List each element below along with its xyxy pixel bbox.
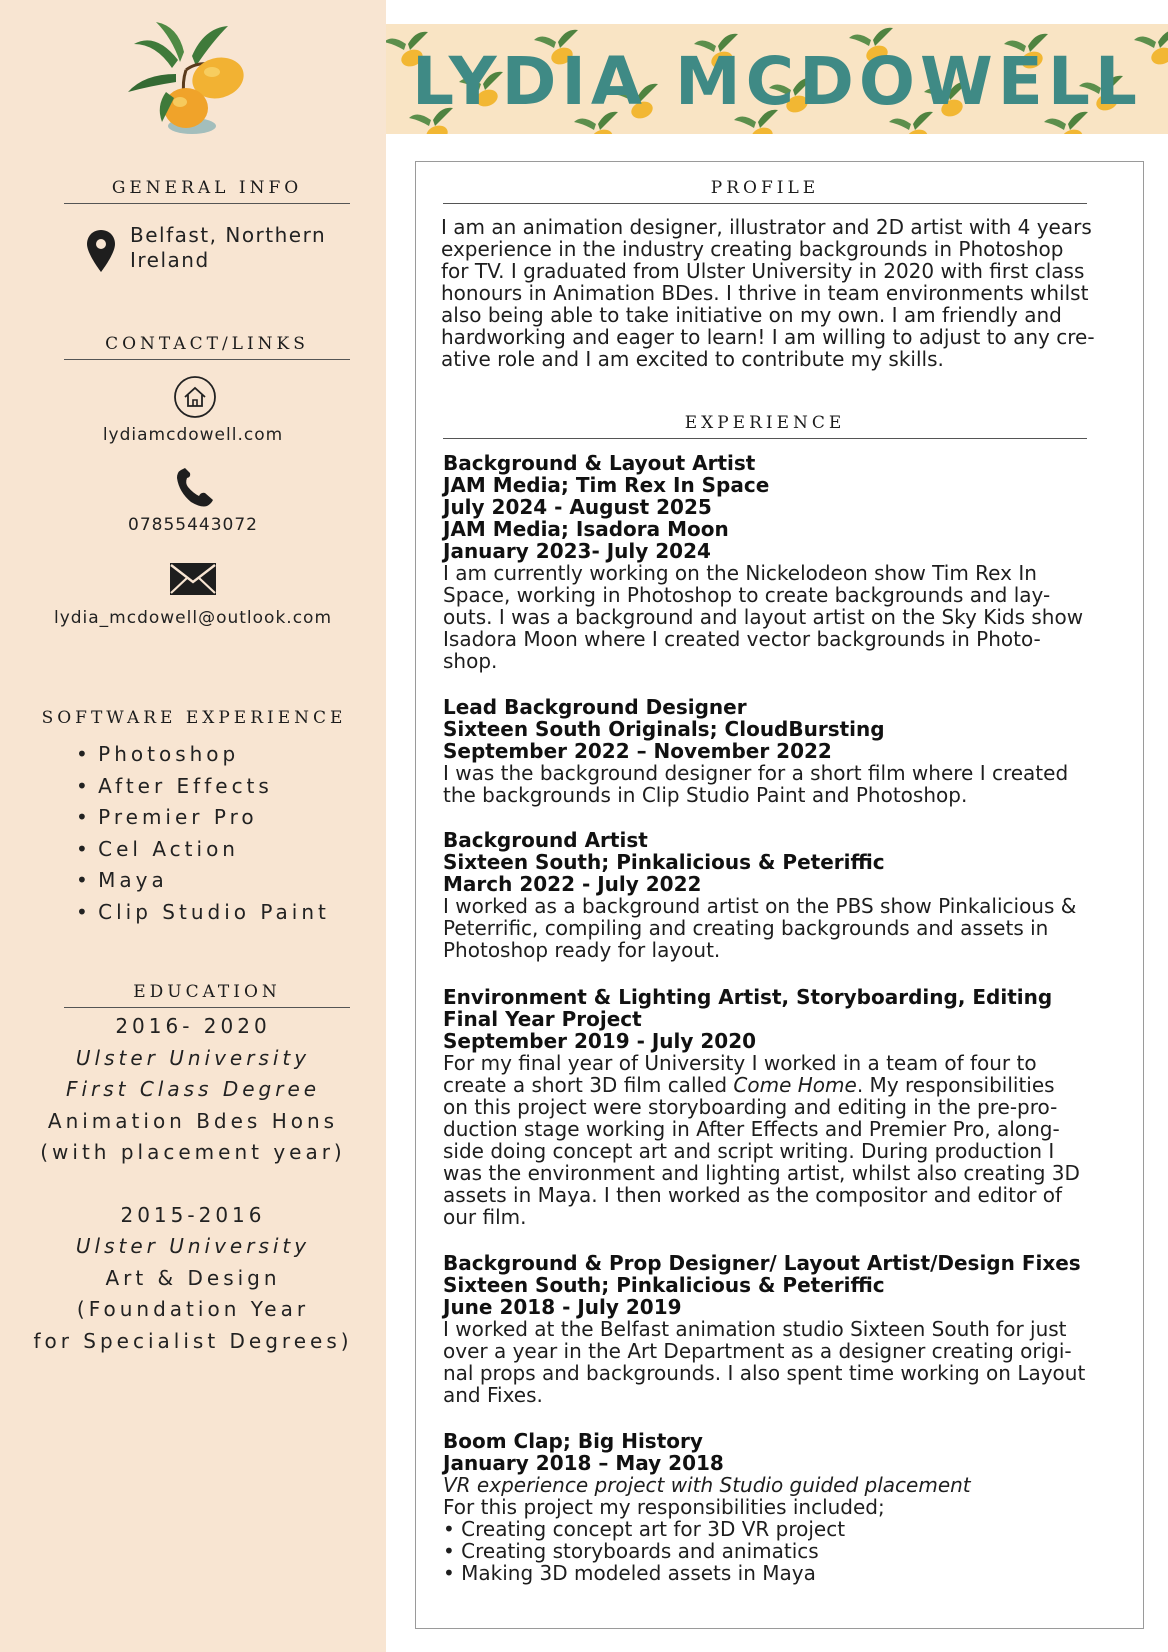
film-title: Come Home bbox=[733, 1073, 857, 1097]
job-desc-line: side doing concept art and script writing. During production I bbox=[443, 1139, 1055, 1163]
job-title: Lead Background Designer bbox=[443, 695, 747, 719]
desc-text: create a short 3D film called bbox=[443, 1073, 734, 1097]
job-desc-line: the backgrounds in Clip Studio Paint and Photoshop. bbox=[443, 783, 968, 807]
email-address[interactable]: lydia_mcdowell@outlook.com bbox=[53, 608, 333, 628]
job-company: Sixteen South; Pinkalicious & Peteriffic bbox=[443, 850, 885, 874]
edu1-years: 2016- 2020 bbox=[115, 1014, 271, 1038]
job-desc-line: Photoshop ready for layout. bbox=[443, 938, 721, 962]
location-pin-icon bbox=[84, 228, 118, 274]
software-heading: SOFTWARE EXPERIENCE bbox=[41, 708, 347, 728]
job-title: Background & Prop Designer/ Layout Artist/Design Fixes bbox=[443, 1251, 1081, 1275]
edu1-degree: First Class Degree bbox=[65, 1077, 321, 1101]
experience-heading: EXPERIENCE bbox=[443, 413, 1087, 439]
lemon-branch-logo bbox=[126, 22, 256, 140]
experience-entry-2 bbox=[443, 696, 1103, 806]
job-dates: January 2023- July 2024 bbox=[443, 539, 711, 563]
sidebar bbox=[0, 0, 386, 1652]
home-icon bbox=[173, 375, 217, 419]
edu2-course: Art & Design bbox=[105, 1266, 281, 1290]
job-desc-line: outs. I was a background and layout artist on the Sky Kids show bbox=[443, 605, 1084, 629]
job-title: Boom Clap; Big History bbox=[443, 1429, 703, 1453]
job-subtitle: VR experience project with Studio guided placement bbox=[443, 1473, 971, 1497]
phone-icon bbox=[173, 466, 217, 510]
profile-line: honours in Animation BDes. I thrive in team environments whilst bbox=[441, 281, 1089, 305]
general-info-heading: GENERAL INFO bbox=[64, 178, 350, 204]
job-desc-line: duction stage working in After Effects and Premier Pro, along- bbox=[443, 1117, 1060, 1141]
job-desc-line: Space, working in Photoshop to create backgrounds and lay- bbox=[443, 583, 1051, 607]
job-bullet: • Making 3D modeled assets in Maya bbox=[443, 1561, 816, 1585]
job-dates: September 2019 - July 2020 bbox=[443, 1029, 757, 1053]
job-desc-line: shop. bbox=[443, 649, 498, 673]
job-desc-line: I worked at the Belfast animation studio Sixteen South for just bbox=[443, 1317, 1067, 1341]
experience-entry-6 bbox=[443, 1430, 1103, 1584]
edu2-note-1: (Foundation Year bbox=[76, 1297, 310, 1321]
job-title: Background Artist bbox=[443, 828, 648, 852]
job-desc-line: on this project were storyboarding and editing in the pre-pro- bbox=[443, 1095, 1058, 1119]
software-item: • Cel Action bbox=[76, 834, 330, 866]
edu2-school: Ulster University bbox=[75, 1234, 311, 1258]
job-dates: July 2024 - August 2025 bbox=[443, 495, 712, 519]
education-heading: EDUCATION bbox=[64, 982, 350, 1008]
job-company: Sixteen South; Pinkalicious & Peteriffic bbox=[443, 1273, 885, 1297]
job-desc-line: was the environment and lighting artist, whilst also creating 3D bbox=[443, 1161, 1080, 1185]
software-item: • Maya bbox=[76, 865, 330, 897]
software-item: • Photoshop bbox=[76, 739, 330, 771]
edu2-note-2: for Specialist Degrees) bbox=[33, 1329, 353, 1353]
profile-line: ative role and I am excited to contribute my skills. bbox=[441, 347, 944, 371]
experience-entry-4 bbox=[443, 986, 1103, 1228]
job-dates: June 2018 - July 2019 bbox=[443, 1295, 682, 1319]
name-banner bbox=[386, 24, 1168, 134]
job-desc-line: For my final year of University I worked in a team of four to bbox=[443, 1051, 1037, 1075]
job-bullet: • Creating storyboards and animatics bbox=[443, 1539, 819, 1563]
profile-heading: PROFILE bbox=[443, 178, 1087, 204]
job-title: Environment & Lighting Artist, Storyboarding, Editing bbox=[443, 985, 1053, 1009]
job-desc-line: I worked as a background artist on the PBS show Pinkalicious & bbox=[443, 894, 1077, 918]
software-item: • After Effects bbox=[76, 771, 330, 803]
job-bullet: • Creating concept art for 3D VR project bbox=[443, 1517, 846, 1541]
experience-entry-3 bbox=[443, 829, 1103, 961]
job-desc-line: over a year in the Art Department as a designer creating origi- bbox=[443, 1339, 1072, 1363]
job-desc-line: Peterrific, compiling and creating backgrounds and assets in bbox=[443, 916, 1049, 940]
location-line-2: Ireland bbox=[130, 248, 210, 272]
profile-line: also being able to take initiative on my own. I am friendly and bbox=[441, 303, 1062, 327]
edu1-course: Animation Bdes Hons bbox=[47, 1109, 339, 1133]
desc-text: . My responsibilities bbox=[856, 1073, 1055, 1097]
candidate-name: LYDIA MCDOWELL bbox=[412, 43, 1142, 120]
job-desc-line: our film. bbox=[443, 1205, 527, 1229]
job-desc-line: I was the background designer for a short film where I created bbox=[443, 761, 1069, 785]
job-dates: March 2022 - July 2022 bbox=[443, 872, 702, 896]
job-desc-line: and Fixes. bbox=[443, 1383, 543, 1407]
profile-line: hardworking and eager to learn! I am willing to adjust to any cre- bbox=[441, 325, 1095, 349]
job-desc-line: assets in Maya. I then worked as the compositor and editor of bbox=[443, 1183, 1063, 1207]
job-company: JAM Media; Isadora Moon bbox=[443, 517, 729, 541]
contact-heading: CONTACT/LINKS bbox=[64, 334, 350, 360]
job-desc-line: For this project my responsibilities included; bbox=[443, 1495, 885, 1519]
job-desc-line: Isadora Moon where I created vector backgrounds in Photo- bbox=[443, 627, 1041, 651]
profile-line: experience in the industry creating backgrounds in Photoshop bbox=[441, 237, 1064, 261]
location-text bbox=[130, 223, 360, 273]
profile-line: I am an animation designer, illustrator and 2D artist with 4 years bbox=[441, 215, 1092, 239]
job-company: JAM Media; Tim Rex In Space bbox=[443, 473, 770, 497]
job-desc-line: nal props and backgrounds. I also spent time working on Layout bbox=[443, 1361, 1086, 1385]
job-dates: September 2022 – November 2022 bbox=[443, 739, 832, 763]
website-link[interactable]: lydiamcdowell.com bbox=[102, 425, 284, 445]
job-dates: January 2018 – May 2018 bbox=[443, 1451, 724, 1475]
edu2-years: 2015-2016 bbox=[120, 1203, 266, 1227]
job-title: Background & Layout Artist bbox=[443, 451, 756, 475]
experience-entry-1 bbox=[443, 452, 1103, 672]
job-company: Final Year Project bbox=[443, 1007, 642, 1031]
software-item: • Clip Studio Paint bbox=[76, 897, 330, 929]
software-list bbox=[76, 739, 330, 928]
software-item: • Premier Pro bbox=[76, 802, 330, 834]
job-company: Sixteen South Originals; CloudBursting bbox=[443, 717, 885, 741]
edu1-note: (with placement year) bbox=[40, 1140, 346, 1164]
edu1-school: Ulster University bbox=[75, 1046, 311, 1070]
experience-entry-5 bbox=[443, 1252, 1103, 1406]
phone-number[interactable]: 07855443072 bbox=[128, 515, 258, 535]
email-icon bbox=[169, 562, 217, 596]
job-desc-line bbox=[443, 1074, 1103, 1096]
location-line-1: Belfast, Northern bbox=[130, 223, 327, 247]
profile-text bbox=[441, 216, 1101, 370]
job-desc-line: I am currently working on the Nickelodeon show Tim Rex In bbox=[443, 561, 1037, 585]
profile-line: for TV. I graduated from Ulster University in 2020 with first class bbox=[441, 259, 1085, 283]
